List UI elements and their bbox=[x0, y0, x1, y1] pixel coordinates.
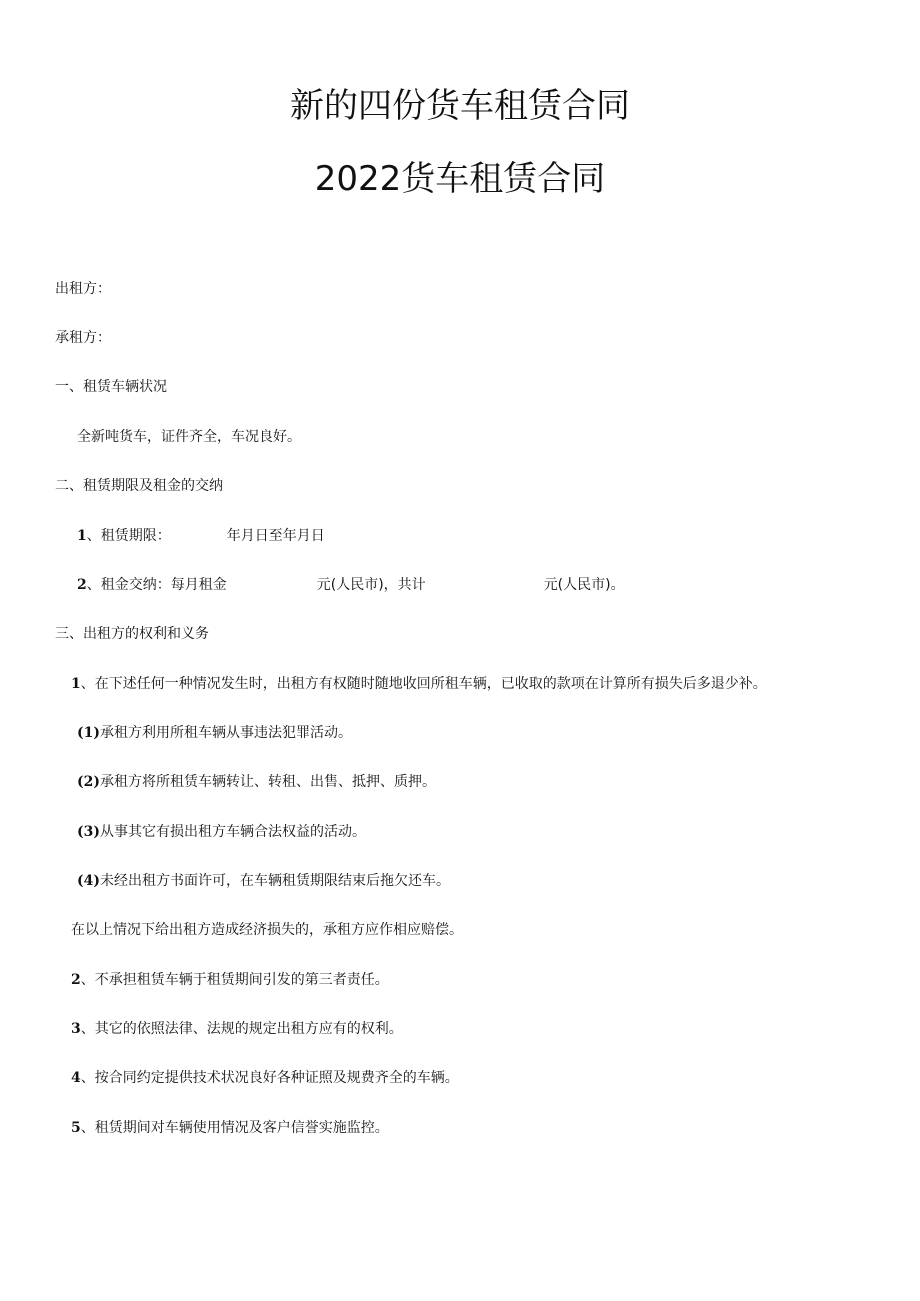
rent-unit-monthly: 元(人民市)，共计 bbox=[316, 577, 426, 593]
rent-unit-total: 元(人民市)。 bbox=[543, 577, 625, 593]
section-3-item-4 bbox=[71, 1068, 459, 1088]
section-3-note: 在以上情况下给出租方造成经济损失的，承租方应作相应赔偿。 bbox=[71, 922, 463, 938]
item-number: 2 bbox=[71, 972, 81, 988]
section-2-heading: 二、租赁期限及租金的交纳 bbox=[55, 478, 223, 494]
item-text: 、在下述任何一种情况发生时，出租方有权随时随地收回所租车辆，已收取的款项在计算所有损失后多退少补。 bbox=[80, 676, 767, 692]
item-text: 从事其它有损出租方车辆合法权益的活动。 bbox=[100, 824, 366, 840]
rental-period-line bbox=[77, 526, 325, 546]
section-3-item-3 bbox=[71, 1019, 403, 1039]
item-text: 承租方利用所租车辆从事违法犯罪活动。 bbox=[100, 725, 352, 741]
section-3-item-2 bbox=[71, 970, 389, 990]
item-number: (1) bbox=[77, 725, 100, 741]
section-3-sub-4 bbox=[77, 871, 450, 891]
section-3-sub-2 bbox=[77, 772, 436, 792]
rental-period-label: 、租赁期限： bbox=[86, 528, 171, 544]
section-3-item-1 bbox=[71, 674, 767, 694]
title-line-1: 新的四份货车租赁合同 bbox=[290, 86, 630, 126]
item-number: (4) bbox=[77, 873, 100, 889]
rent-payment-label: 、租金交纳：每月租金 bbox=[86, 577, 227, 593]
item-text: 、按合同约定提供技术状况良好各种证照及规费齐全的车辆。 bbox=[80, 1070, 459, 1086]
item-number: 1 bbox=[77, 528, 87, 544]
item-number: (2) bbox=[77, 774, 100, 790]
section-3-heading: 三、出租方的权利和义务 bbox=[55, 626, 209, 642]
item-number: 4 bbox=[71, 1070, 81, 1086]
item-number: 1 bbox=[71, 676, 81, 692]
item-text: 未经出租方书面许可，在车辆租赁期限结束后拖欠还车。 bbox=[100, 873, 450, 889]
item-number: 3 bbox=[71, 1021, 81, 1037]
item-number: 5 bbox=[71, 1120, 81, 1136]
lessee-label: 承租方： bbox=[55, 330, 111, 346]
section-3-item-5 bbox=[71, 1118, 389, 1138]
item-text: 、其它的依照法律、法规的规定出租方应有的权利。 bbox=[80, 1021, 403, 1037]
item-number: (3) bbox=[77, 824, 100, 840]
item-number: 2 bbox=[77, 577, 87, 593]
rent-payment-line bbox=[77, 575, 625, 595]
item-text: 、租赁期间对车辆使用情况及客户信誉实施监控。 bbox=[80, 1120, 389, 1136]
section-1-text: 全新吨货车，证件齐全，车况良好。 bbox=[77, 429, 301, 445]
section-3-sub-1 bbox=[77, 723, 352, 743]
section-1-heading: 一、租赁车辆状况 bbox=[55, 379, 167, 395]
rental-period-dates: 年月日至年月日 bbox=[226, 528, 325, 544]
title-line-2: 2022货车租赁合同 bbox=[314, 159, 606, 199]
section-3-sub-3 bbox=[77, 822, 366, 842]
item-text: 、不承担租赁车辆于租赁期间引发的第三者责任。 bbox=[80, 972, 389, 988]
lessor-label: 出租方： bbox=[55, 281, 111, 297]
item-text: 承租方将所租赁车辆转让、转租、出售、抵押、质押。 bbox=[100, 774, 436, 790]
